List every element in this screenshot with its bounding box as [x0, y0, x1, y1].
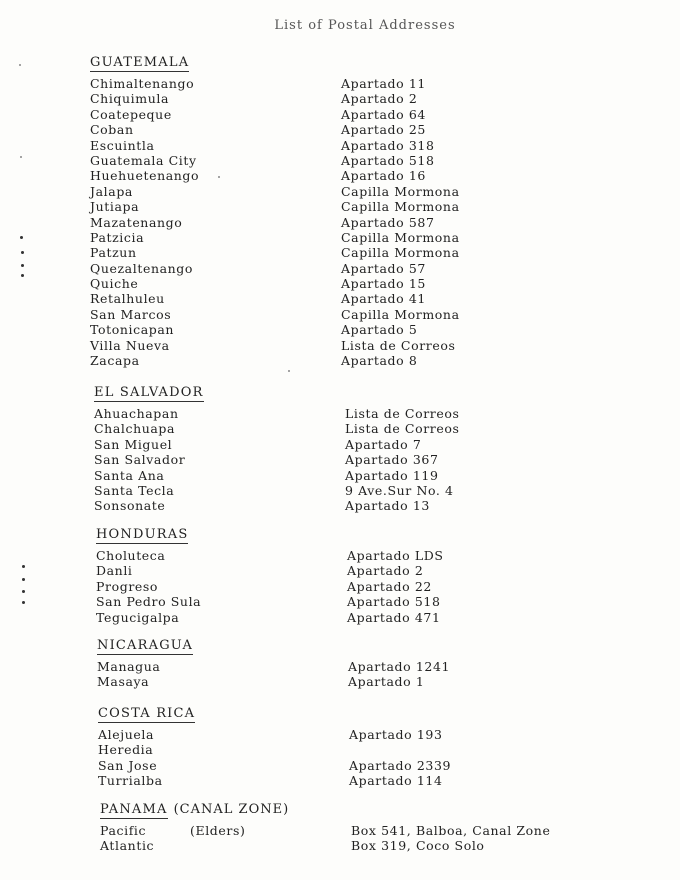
- city-name: Danli: [96, 563, 133, 579]
- postal-address: Apartado 11: [341, 76, 426, 91]
- list-item: [90, 230, 530, 245]
- list-item: [90, 153, 530, 168]
- margin-mark: [22, 601, 25, 604]
- entry-list: [94, 406, 534, 514]
- city-name: San Marcos: [90, 306, 172, 322]
- postal-address: Lista de Correos: [345, 406, 460, 421]
- margin-mark: [22, 578, 25, 581]
- list-item: [96, 563, 536, 578]
- city-name: Villa Nueva: [90, 337, 170, 353]
- city-name: Santa Tecla: [94, 482, 175, 498]
- section-heading: GUATEMALA: [90, 55, 190, 70]
- postal-address: Apartado 1: [348, 674, 425, 690]
- city-name: San Pedro Sula: [96, 594, 202, 610]
- list-item: [90, 353, 530, 368]
- scan-speck: [218, 176, 220, 178]
- postal-address: Capilla Mormona: [341, 306, 460, 322]
- city-name: Jalapa: [90, 183, 133, 199]
- city-name: Huehuetenango: [90, 168, 200, 184]
- city-name: Managua: [97, 659, 161, 674]
- city-name: Totonicapan: [90, 322, 175, 338]
- list-item: [98, 758, 538, 773]
- section-heading: PANAMA: [100, 802, 168, 817]
- list-item: [96, 610, 536, 625]
- postal-address: Apartado 13: [345, 498, 430, 514]
- list-item: [90, 276, 530, 291]
- list-item: [90, 76, 530, 91]
- list-item: [94, 421, 534, 436]
- postal-address: Apartado 8: [341, 353, 418, 369]
- list-item: [90, 338, 530, 353]
- entry-note: (Elders): [190, 823, 246, 838]
- margin-mark: [21, 251, 24, 254]
- city-name: Quiche: [90, 276, 139, 292]
- section-heading: COSTA RICA: [98, 706, 196, 721]
- postal-address: Apartado 16: [341, 168, 426, 184]
- city-name: Chalchuapa: [94, 421, 176, 437]
- city-name: Progreso: [96, 578, 159, 594]
- list-item: [98, 773, 538, 788]
- list-item: [90, 138, 530, 153]
- list-item: [100, 823, 570, 838]
- city-name: Mazatenango: [90, 214, 183, 230]
- entry-list: [100, 823, 570, 854]
- city-name: Coban: [90, 122, 134, 138]
- list-item: [90, 291, 530, 306]
- postal-address: Capilla Mormona: [341, 183, 460, 199]
- postal-address: Apartado 193: [349, 727, 443, 742]
- city-name: Heredia: [98, 742, 154, 758]
- list-item: [90, 215, 530, 230]
- list-item: [90, 307, 530, 322]
- city-name: Zacapa: [90, 353, 140, 369]
- postal-address: Apartado 5: [341, 322, 418, 338]
- postal-address: Apartado 2: [347, 563, 424, 579]
- list-item: [90, 91, 530, 106]
- postal-address: Apartado 318: [341, 137, 435, 153]
- postal-address: Apartado LDS: [347, 548, 444, 563]
- section-honduras: [96, 526, 536, 625]
- city-name: Chiquimula: [90, 91, 170, 107]
- postal-address: Apartado 7: [345, 436, 422, 452]
- document-title: List of Postal Addresses: [274, 18, 456, 33]
- city-name: San Jose: [98, 757, 158, 773]
- margin-mark: [21, 264, 24, 267]
- city-name: San Miguel: [94, 436, 173, 452]
- section-guatemala: [90, 54, 530, 368]
- list-item: [94, 483, 534, 498]
- list-item: [90, 107, 530, 122]
- city-name: Sonsonate: [94, 498, 166, 514]
- postal-address: Apartado 367: [345, 452, 439, 468]
- city-name: Guatemala City: [90, 152, 197, 168]
- city-name: Patzicia: [90, 229, 145, 245]
- scan-speck: [20, 156, 22, 158]
- postal-address: Apartado 587: [341, 214, 435, 230]
- list-item: [96, 579, 536, 594]
- city-name: Turrialba: [98, 773, 163, 789]
- city-name: Masaya: [97, 674, 150, 690]
- postal-address: Apartado 15: [341, 276, 426, 292]
- postal-address: Apartado 41: [341, 291, 426, 307]
- city-name: San Salvador: [94, 452, 186, 468]
- postal-address: Apartado 1241: [348, 659, 451, 674]
- list-item: [94, 498, 534, 513]
- postal-address: Apartado 57: [341, 260, 426, 276]
- section-heading: HONDURAS: [96, 527, 189, 542]
- list-item: [94, 452, 534, 467]
- entry-list: [97, 659, 537, 690]
- list-item: [90, 184, 530, 199]
- postal-address: Capilla Mormona: [341, 245, 460, 261]
- city-name: Alejuela: [98, 727, 154, 742]
- postal-address: Apartado 2: [341, 91, 418, 107]
- city-name: Chimaltenango: [90, 76, 195, 91]
- city-name: Quezaltenango: [90, 260, 194, 276]
- city-name: Jutiapa: [90, 199, 140, 215]
- list-item: [94, 468, 534, 483]
- city-name: Ahuachapan: [94, 406, 179, 421]
- postal-address: Apartado 518: [347, 594, 441, 610]
- postal-address: Lista de Correos: [341, 337, 456, 353]
- postal-address: Capilla Mormona: [341, 229, 460, 245]
- list-item: [90, 168, 530, 183]
- section-heading: EL SALVADOR: [94, 385, 204, 400]
- postal-address: 9 Ave.Sur No. 4: [345, 482, 454, 498]
- postal-address: Apartado 518: [341, 152, 435, 168]
- city-name: Atlantic: [100, 838, 155, 854]
- postal-address: Apartado 2339: [349, 757, 452, 773]
- margin-mark: [22, 590, 25, 593]
- postal-address: Lista de Correos: [345, 421, 460, 437]
- margin-mark: [22, 565, 25, 568]
- list-item: [90, 199, 530, 214]
- list-item: [98, 742, 538, 757]
- city-name: Choluteca: [96, 548, 166, 563]
- section-panama: [100, 801, 570, 854]
- list-item: [90, 245, 530, 260]
- list-item: [97, 674, 537, 689]
- section-heading-note: (CANAL ZONE): [173, 802, 290, 817]
- postal-address: Capilla Mormona: [341, 199, 460, 215]
- postal-address: Apartado 64: [341, 106, 426, 122]
- section-costa-rica: [98, 705, 538, 789]
- city-name: Retalhuleu: [90, 291, 165, 307]
- margin-mark: [20, 236, 23, 239]
- city-name: Coatepeque: [90, 106, 172, 122]
- scan-speck: [288, 370, 290, 372]
- list-item: [90, 322, 530, 337]
- postal-address: Apartado 119: [345, 467, 439, 483]
- section-el-salvador: [94, 384, 534, 514]
- list-item: [98, 727, 538, 742]
- postal-address: Apartado 25: [341, 122, 426, 138]
- section-heading: NICARAGUA: [97, 638, 194, 653]
- entry-list: [96, 548, 536, 625]
- scan-speck: [19, 64, 21, 66]
- postal-address: Apartado 114: [349, 773, 443, 789]
- list-item: [90, 122, 530, 137]
- city-name: Patzun: [90, 245, 137, 261]
- margin-mark: [21, 274, 24, 277]
- entry-list: [98, 727, 538, 789]
- list-item: [97, 659, 537, 674]
- postal-address: Apartado 471: [347, 609, 441, 625]
- postal-address: Box 541, Balboa, Canal Zone: [351, 823, 551, 838]
- list-item: [90, 261, 530, 276]
- entry-list: [90, 76, 530, 368]
- list-item: [100, 838, 570, 853]
- city-name: Santa Ana: [94, 467, 165, 483]
- list-item: [94, 437, 534, 452]
- list-item: [94, 406, 534, 421]
- city-name: Escuintla: [90, 137, 155, 153]
- section-heading-row: [100, 801, 570, 823]
- postal-address: Box 319, Coco Solo: [351, 838, 485, 854]
- city-name: Tegucigalpa: [96, 609, 180, 625]
- postal-address: Apartado 22: [347, 578, 432, 594]
- section-nicaragua: [97, 637, 537, 690]
- list-item: [96, 548, 536, 563]
- list-item: [96, 594, 536, 609]
- city-name: Pacific: [100, 823, 147, 838]
